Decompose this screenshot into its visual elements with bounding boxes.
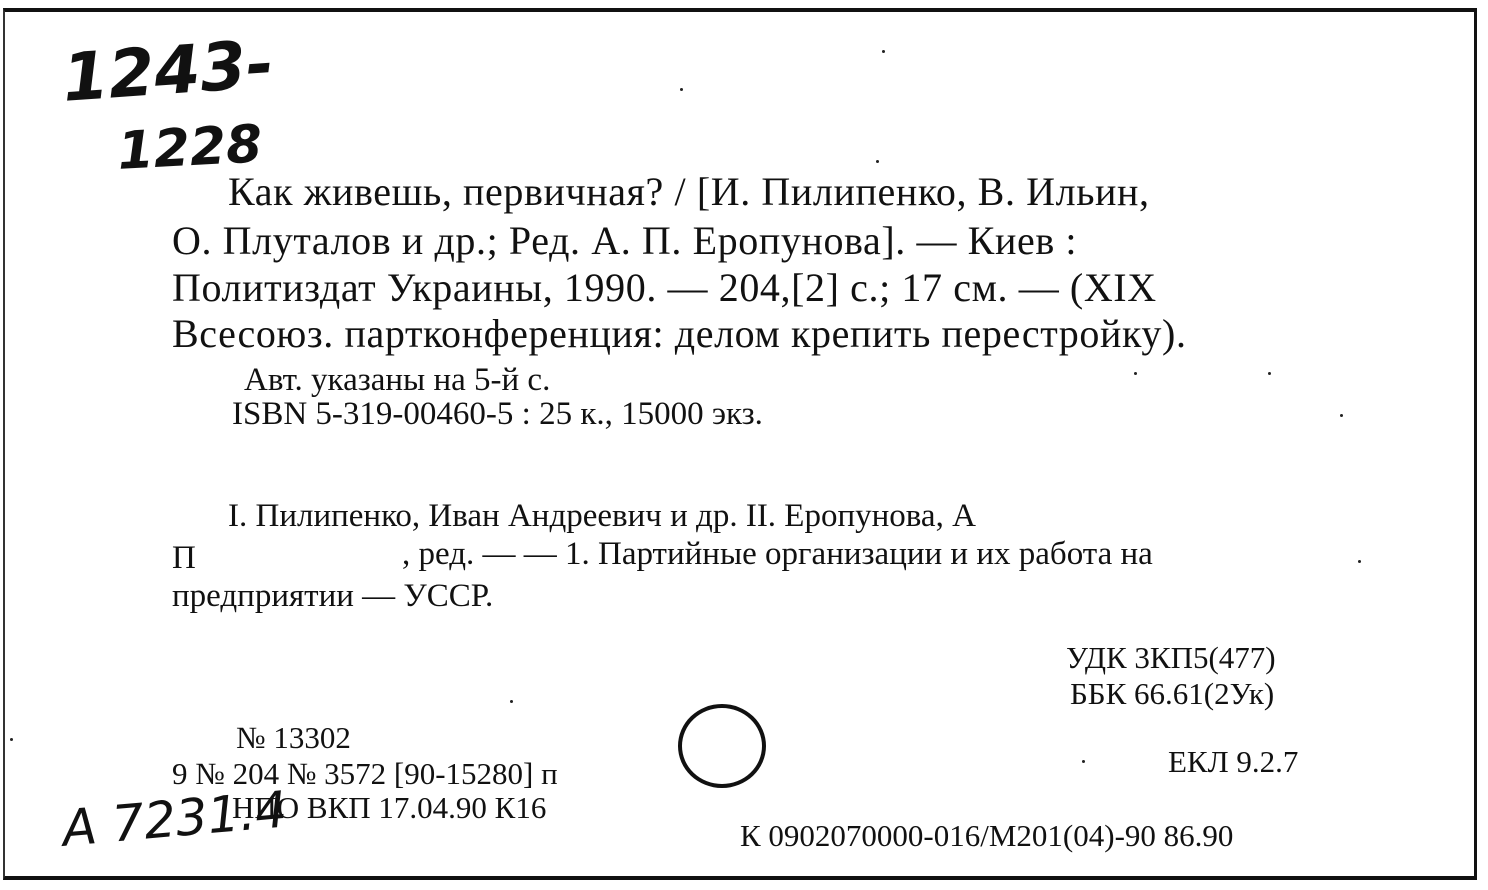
tracings-line-1: I. Пилипенко, Иван Андреевич и др. II. Еропунова, А [228,498,976,534]
handwritten-call-number-1: 1243- [60,25,276,117]
speck [1134,372,1137,375]
udk-code: УДК 3КП5(477) [1066,640,1276,675]
tracings-line-2: , ред. — — 1. Партийные организации и их работа на [402,536,1153,572]
speck [680,88,683,91]
production-code: К 0902070000-016/М201(04)-90 86.90 [740,818,1234,853]
record-line-2: О. Плуталов и др.; Ред. А. П. Еропунова]. — Киев : [172,218,1078,263]
record-line-3: Политиздат Украины, 1990. — 204,[2] с.; 17 см. — (XIX [172,265,1157,310]
speck [1358,560,1361,563]
handwritten-call-number-2: 1228 [116,114,264,182]
ekl-code: ЕКЛ 9.2.7 [1168,744,1299,779]
tracings-line-2-start: П [172,540,196,576]
record-line-1: Как живешь, первичная? / [И. Пилипенко, В. Ильин, [228,169,1150,214]
speck [1340,414,1343,417]
order-line: 9 № 204 № 3572 [90-15280] п [172,756,558,791]
isbn-line: ISBN 5-319-00460-5 : 25 к., 15000 экз. [232,396,763,432]
speck [1268,372,1271,375]
speck [882,50,885,53]
speck [510,700,513,703]
handwritten-inventory-mark: A 7231.4 [60,780,290,858]
authors-note: Авт. указаны на 5-й с. [244,362,551,398]
npo-line: НПО ВКП 17.04.90 К16 [232,790,547,825]
speck [876,160,879,163]
tracings-line-3: предприятии — УССР. [172,578,494,614]
speck [10,738,13,741]
record-line-4: Всесоюз. партконференция: делом крепить перестройку). [172,311,1187,356]
card-number: № 13302 [236,720,351,755]
bbk-code: ББК 66.61(2Ук) [1070,676,1275,711]
stamp-circle [678,704,766,788]
speck [1082,760,1085,763]
